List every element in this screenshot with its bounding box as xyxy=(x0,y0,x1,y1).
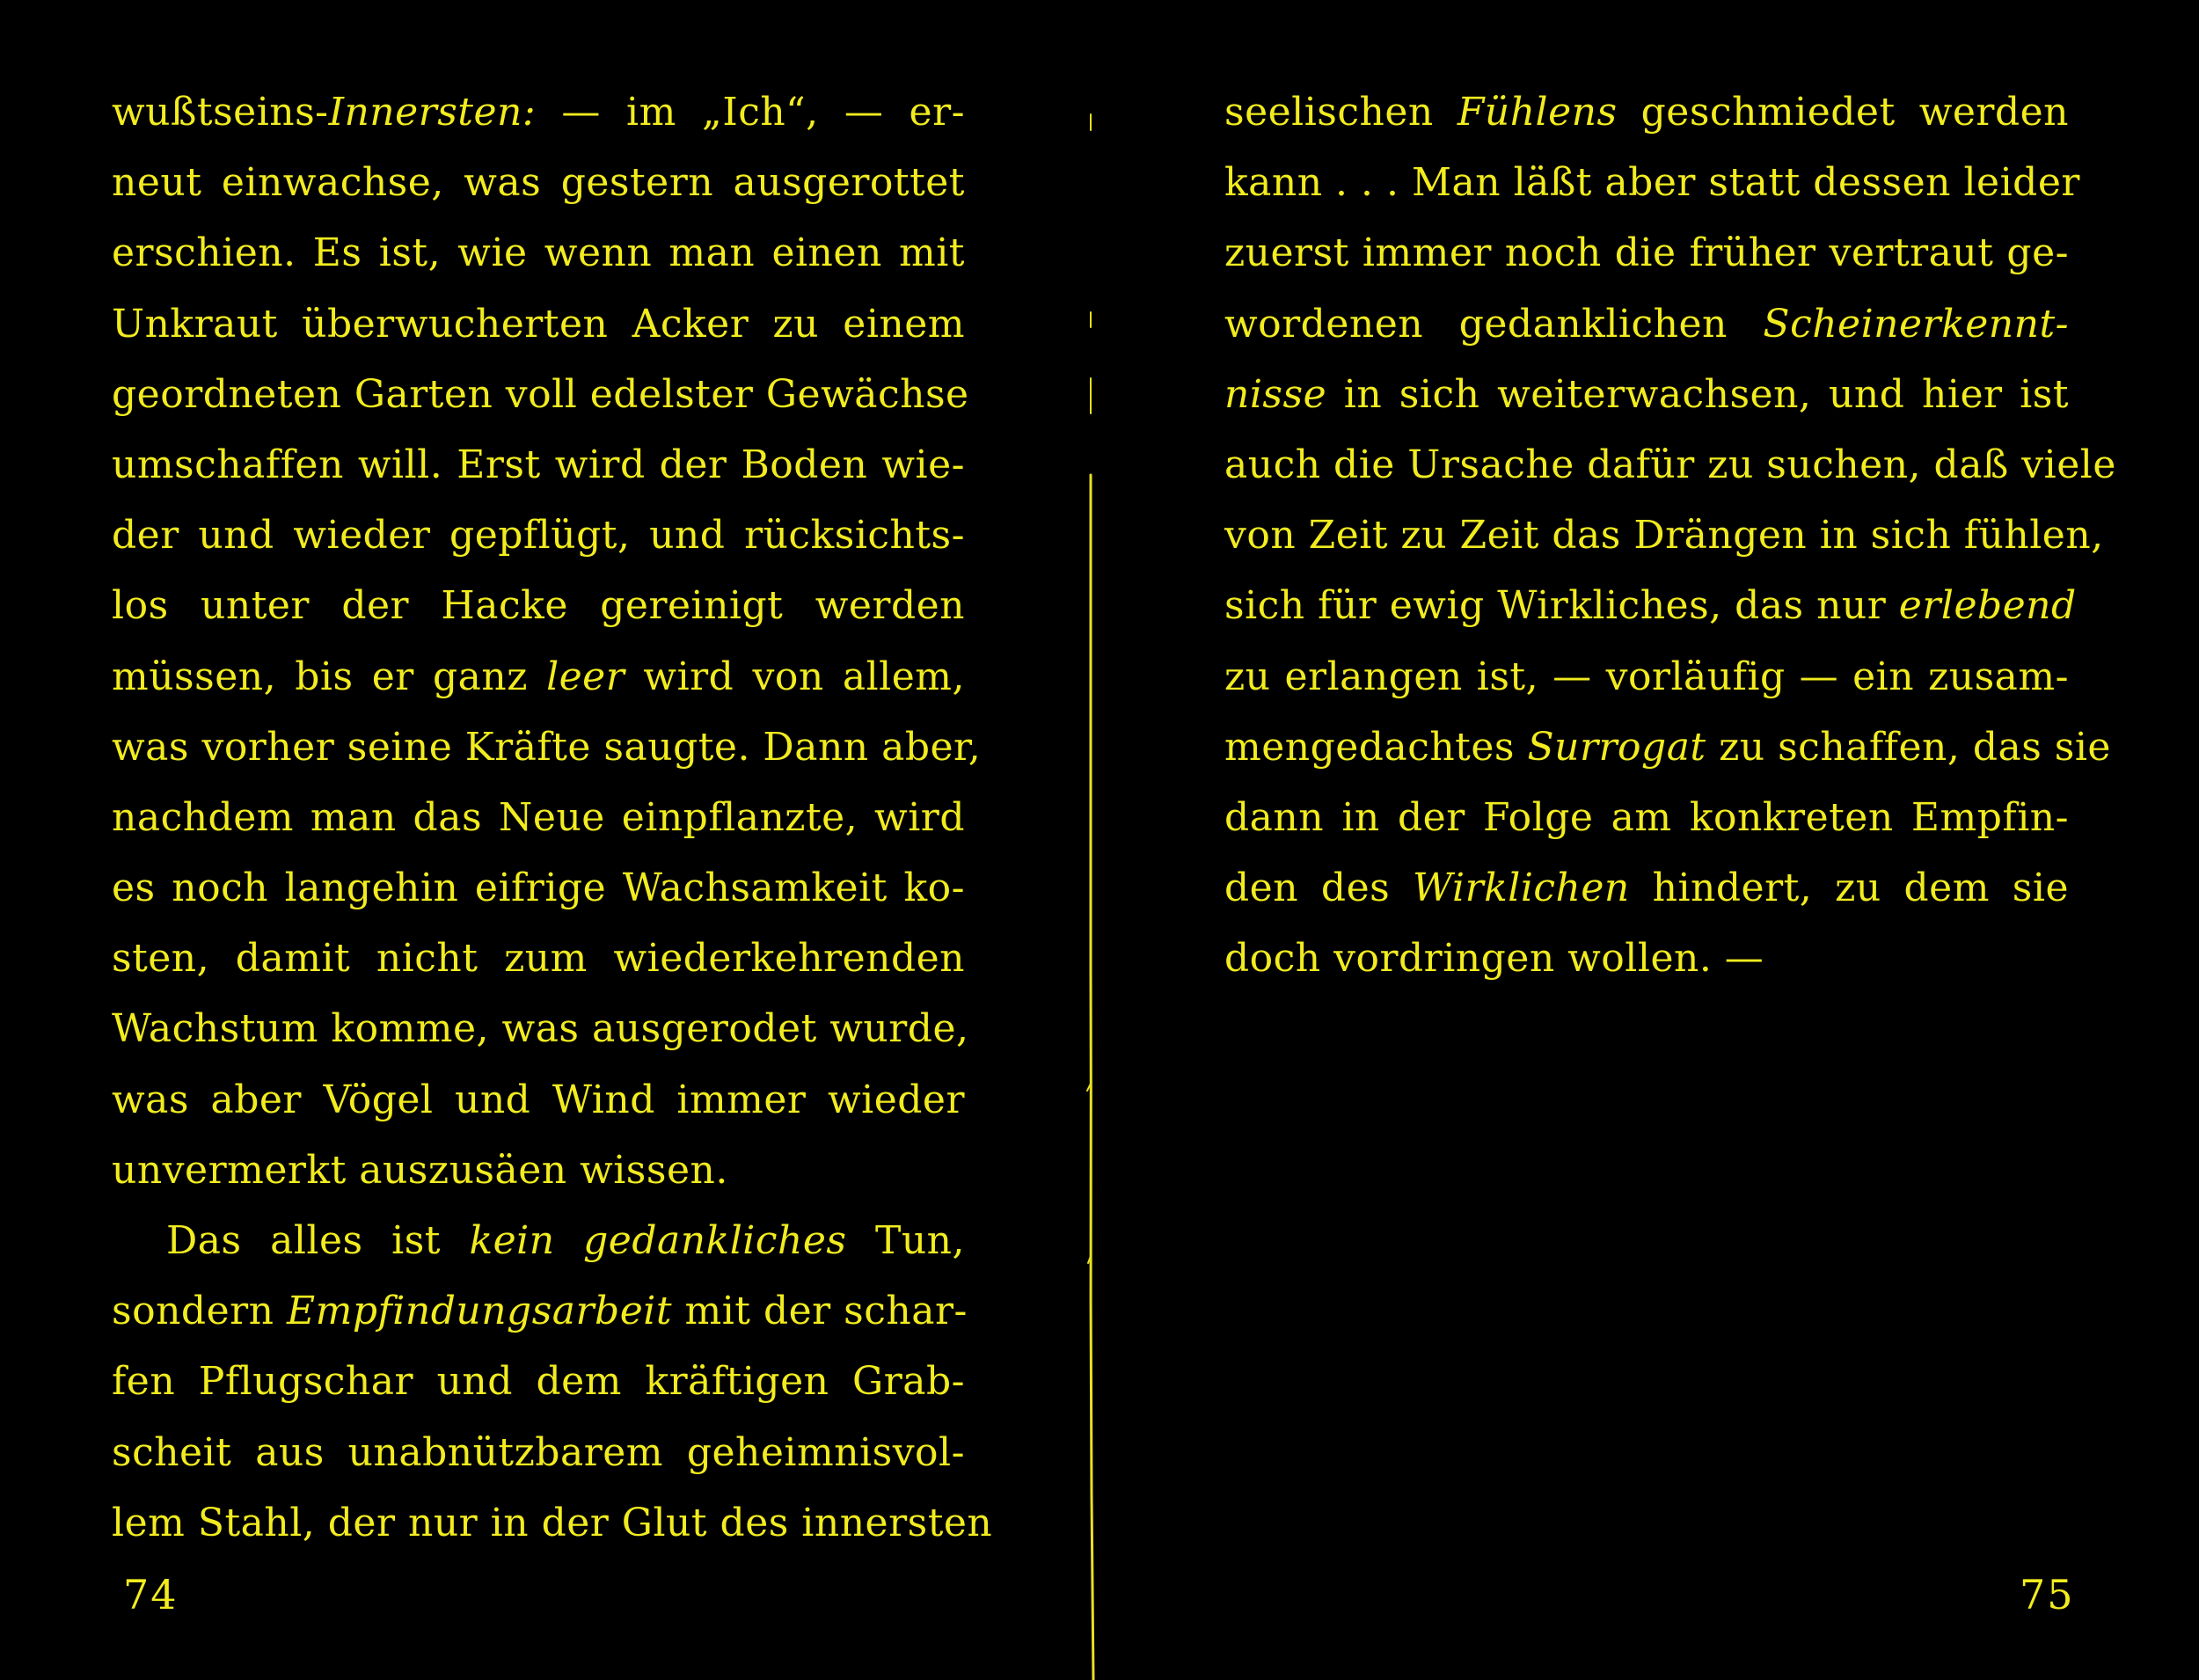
text-line xyxy=(112,360,969,430)
line-text: wußtseins- xyxy=(112,90,329,135)
text-line xyxy=(112,1276,968,1347)
text-line xyxy=(112,289,965,360)
line-emphasis: Wirklichen xyxy=(1413,866,1630,911)
text-line xyxy=(1224,924,2069,994)
text-line xyxy=(112,1418,965,1488)
line-text: doch vordringen wollen. — xyxy=(1224,936,1764,982)
line-text: sondern xyxy=(112,1289,287,1334)
line-text: scheit aus unabnützbarem geheimnisvol- xyxy=(112,1429,965,1475)
line-text: kann . . . Man läßt aber statt dessen leider xyxy=(1224,160,2080,206)
text-line xyxy=(112,994,969,1064)
text-line xyxy=(1224,218,2069,289)
line-text: neut einwachse, was gestern ausgerottet xyxy=(112,160,965,206)
line-text: Wachstum komme, was ausgerodet wurde, xyxy=(112,1006,969,1052)
text-line xyxy=(1224,500,2104,571)
line-emphasis: Surrogat xyxy=(1527,724,1706,770)
text-line xyxy=(112,500,965,571)
text-line xyxy=(1224,571,2077,641)
text-line xyxy=(1224,289,2069,360)
line-text: umschaffen will. Erst wird der Boden wie- xyxy=(112,442,965,487)
line-emphasis: Empfindungsarbeit xyxy=(286,1289,672,1334)
line-text: von Zeit zu Zeit das Drängen in sich fühlen, xyxy=(1224,513,2104,559)
text-line xyxy=(1224,853,2069,924)
line-text: — im „Ich“, — er- xyxy=(536,90,965,135)
line-text: seelischen xyxy=(1224,90,1457,135)
text-line xyxy=(1224,148,2080,218)
line-emphasis: Fühlens xyxy=(1457,90,1618,135)
gutter-rule xyxy=(1091,475,1093,1680)
line-text: müssen, bis er ganz xyxy=(112,654,547,699)
page-number-right: 75 xyxy=(2020,1571,2075,1618)
line-text: was vorher seine Kräfte saugte. Dann aber, xyxy=(112,724,982,770)
page-number-left: 74 xyxy=(123,1571,179,1618)
line-text: zuerst immer noch die früher vertraut ge- xyxy=(1224,230,2069,276)
line-text: mit der schar- xyxy=(672,1289,968,1334)
text-line xyxy=(112,218,965,289)
line-text: hindert, zu dem sie xyxy=(1629,866,2069,911)
text-line xyxy=(1224,360,2069,430)
text-line xyxy=(112,783,965,853)
line-emphasis: leer xyxy=(546,654,625,699)
line-text: Tun, xyxy=(846,1218,965,1263)
text-line xyxy=(112,642,965,712)
text-line xyxy=(1224,783,2069,853)
line-text: wordenen gedanklichen xyxy=(1224,301,1764,347)
line-text: geschmiedet werden xyxy=(1617,90,2069,135)
line-emphasis: Innersten: xyxy=(328,90,537,135)
line-text: es noch langehin eifrige Wachsamkeit ko- xyxy=(112,866,965,911)
text-line xyxy=(112,148,965,218)
line-text: sich für ewig Wirkliches, das nur xyxy=(1224,583,1899,629)
line-text: in sich weiterwachsen, und hier ist xyxy=(1326,371,2069,417)
left-page-text xyxy=(112,77,993,1559)
line-text: Das alles ist xyxy=(166,1218,470,1263)
right-page-text xyxy=(1224,77,2116,994)
text-line xyxy=(112,571,965,641)
line-text: erschien. Es ist, wie wenn man einen mit xyxy=(112,230,965,276)
line-emphasis: nisse xyxy=(1224,371,1327,417)
text-line xyxy=(112,1488,993,1559)
line-text: geordneten Garten voll edelster Gewächse xyxy=(112,371,969,417)
text-line xyxy=(112,430,965,500)
text-line xyxy=(1224,642,2069,712)
text-line xyxy=(112,1347,965,1417)
line-emphasis: kein gedankliches xyxy=(469,1218,847,1263)
line-emphasis: erlebend xyxy=(1898,583,2077,629)
text-line xyxy=(112,712,982,783)
line-emphasis: Scheinerkennt- xyxy=(1763,301,2069,347)
line-text: los unter der Hacke gereinigt werden xyxy=(112,583,965,629)
line-text: lem Stahl, der nur in der Glut des innersten xyxy=(112,1500,993,1545)
line-text: dann in der Folge am konkreten Empfin- xyxy=(1224,794,2069,840)
text-line xyxy=(1224,77,2069,148)
text-line xyxy=(112,1136,965,1206)
line-text: auch die Ursache dafür zu suchen, daß viele xyxy=(1224,442,2116,487)
line-text: fen Pflugschar und dem kräftigen Grab- xyxy=(112,1359,965,1405)
line-text: wird von allem, xyxy=(625,654,965,699)
line-text: den des xyxy=(1224,866,1414,911)
text-line xyxy=(112,1065,965,1136)
line-text: der und wieder gepflügt, und rücksichts- xyxy=(112,513,965,559)
line-text: sten, damit nicht zum wiederkehrenden xyxy=(112,936,965,982)
text-line xyxy=(112,77,965,148)
text-line xyxy=(112,1206,965,1276)
text-line xyxy=(112,924,965,994)
line-text: nachdem man das Neue einpflanzte, wird xyxy=(112,794,965,840)
line-text: was aber Vögel und Wind immer wieder xyxy=(112,1077,965,1122)
book-gutter-line xyxy=(1078,0,1114,1680)
line-text: unvermerkt auszusäen wissen. xyxy=(112,1147,728,1193)
text-line xyxy=(1224,430,2116,500)
line-text: zu schaffen, das sie xyxy=(1706,724,2111,770)
line-text: zu erlangen ist, — vorläufig — ein zusam- xyxy=(1224,654,2069,699)
text-line xyxy=(112,853,965,924)
text-line xyxy=(1224,712,2111,783)
line-text: mengedachtes xyxy=(1224,724,1528,770)
line-text: Unkraut überwucherten Acker zu einem xyxy=(112,301,965,347)
